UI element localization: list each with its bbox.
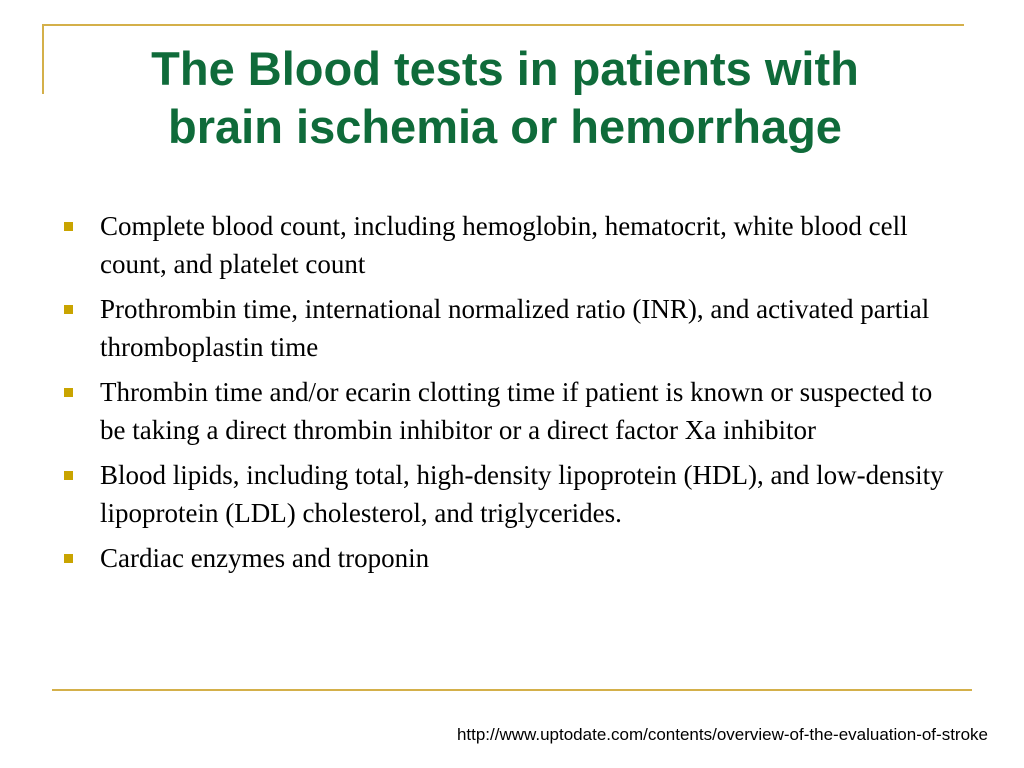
square-bullet-icon [64,305,73,314]
bottom-divider-line [52,689,972,691]
list-item [60,291,950,366]
bullet-text: Blood lipids, including total, high-density lipoprotein (HDL), and low-density lipoprotein (LDL) cholesterol, and triglycerides. [100,460,944,528]
top-border-line [42,24,964,26]
bullet-text: Complete blood count, including hemoglobin, hematocrit, white blood cell count, and platelet count [100,211,908,279]
title-line-2: brain ischemia or hemorrhage [168,100,842,153]
list-item [60,457,950,532]
bullet-text: Prothrombin time, international normalized ratio (INR), and activated partial thromboplastin time [100,294,930,362]
bullet-text: Thrombin time and/or ecarin clotting time if patient is known or suspected to be taking a direct thrombin inhibitor or a direct factor Xa inhibitor [100,377,933,445]
square-bullet-icon [64,388,73,397]
list-item [60,374,950,449]
title-line-1: The Blood tests in patients with [151,42,859,95]
square-bullet-icon [64,554,73,563]
square-bullet-icon [64,471,73,480]
list-item [60,208,950,283]
left-border-line [42,24,44,94]
list-item [60,540,950,578]
bullet-list [60,208,950,586]
square-bullet-icon [64,222,73,231]
slide-title [60,40,950,156]
bullet-text: Cardiac enzymes and troponin [100,543,430,573]
source-link[interactable]: http://www.uptodate.com/contents/overview-of-the-evaluation-of-stroke [456,725,988,744]
